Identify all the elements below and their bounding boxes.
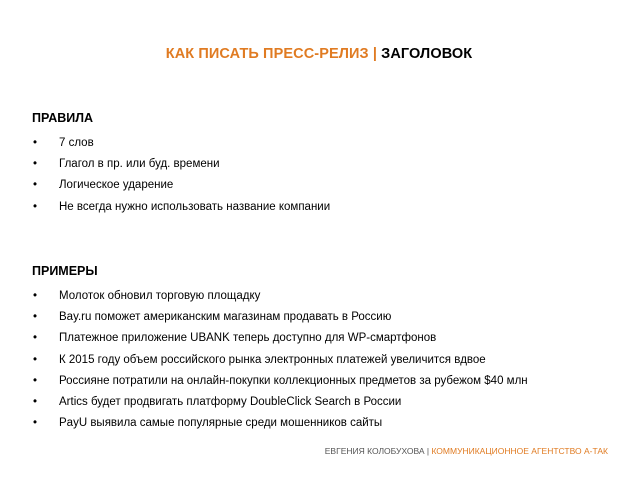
title-subtopic: ЗАГОЛОВОК <box>381 46 473 62</box>
examples-item-text: Платежное приложение UBANK теперь доступно для WP-смартфонов <box>59 332 437 345</box>
bullet-icon: • <box>33 137 38 149</box>
bullet-icon: • <box>33 374 38 387</box>
footer-separator: | <box>424 446 432 456</box>
title-topic: КАК ПИСАТЬ ПРЕСС-РЕЛИЗ <box>165 46 369 62</box>
bullet-icon: • <box>33 200 38 213</box>
slide-title <box>0 44 638 64</box>
title-separator: | <box>368 46 382 62</box>
bullet-icon: • <box>33 179 38 192</box>
bullet-icon: • <box>33 332 38 345</box>
footer <box>325 445 608 457</box>
examples-heading: ПРИМЕРЫ <box>32 264 98 278</box>
examples-item-text: Молоток обновил торговую площадку <box>59 290 261 302</box>
rules-heading: ПРАВИЛА <box>32 111 94 125</box>
examples-item-text: Bay.ru поможет американским магазинам продавать в Россию <box>59 311 392 324</box>
rules-item-text: Не всегда нужно использовать название компании <box>59 200 331 213</box>
examples-item-text: К 2015 году объем российского рынка электронных платежей увеличится вдвое <box>59 353 486 366</box>
bullet-icon: • <box>33 417 38 430</box>
rules-item-text: Логическое ударение <box>59 179 174 192</box>
examples-item-text: Россияне потратили на онлайн-покупки коллекционных предметов за рубежом $40 млн <box>59 374 528 387</box>
bullet-icon: • <box>33 353 38 366</box>
footer-author: ЕВГЕНИЯ КОЛОБУХОВА <box>324 446 425 456</box>
bullet-icon: • <box>33 395 38 408</box>
bullet-icon: • <box>33 158 38 171</box>
bullet-icon: • <box>33 290 38 302</box>
examples-item-text: PayU выявила самые популярные среди мошенников сайты <box>59 417 383 430</box>
footer-agency: КОММУНИКАЦИОННОЕ АГЕНТСТВО А-ТАК <box>431 446 608 456</box>
rules-item-text: 7 слов <box>59 137 94 149</box>
bullet-icon: • <box>33 311 38 324</box>
rules-item-text: Глагол в пр. или буд. времени <box>59 158 220 171</box>
examples-item-text: Artics будет продвигать платформу DoubleClick Search в России <box>59 395 402 408</box>
